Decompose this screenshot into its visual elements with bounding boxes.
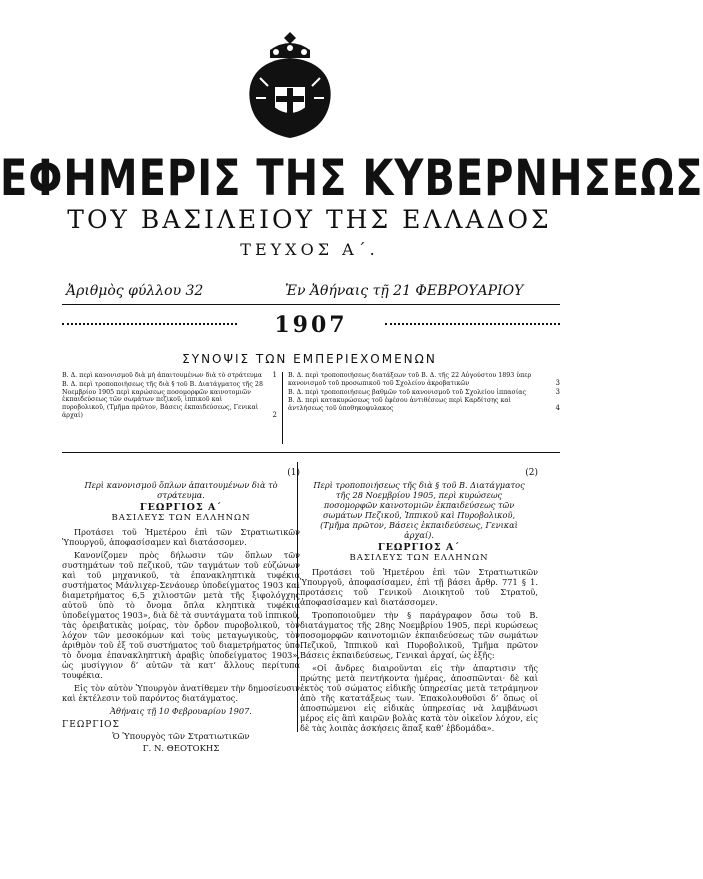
- summary-bottom-divider: [62, 452, 560, 453]
- royal-signature: ΓΕΩΡΓΙΟΣ: [62, 720, 120, 730]
- king-title: ΒΑΣΙΛΕΥΣ ΤΩΝ ΕΛΛΗΝΩΝ: [349, 553, 489, 563]
- summary-item-page: 4: [555, 404, 560, 413]
- summary-item-text: Β. Δ. περὶ κατακυρώσεως τοῦ ἐφέσου ἀντιθέσεως περὶ Καρδίτσης καὶ ἀντλήσεως τοῦ ὑποθηκοφυλακος: [288, 397, 512, 413]
- decree-paragraph: Προτάσει τοῦ Ἡμετέρου ἐπὶ τῶν Στρατιωτικῶν Ὑπουργοῦ, ἀποφασίσαμεν, ἐπὶ τῇ βάσει ἄρθρ. 771 § 1. προτάσεις τοῦ Γενικοῦ Διοικητοῦ τοῦ Στρατοῦ, ἀποφασίσαμεν καὶ διατάσσομεν.: [300, 567, 538, 607]
- issue-year-wrap: [62, 312, 560, 338]
- gazette-title: ΕΦΗΜΕΡΙΣ ΤΗΣ ΚΥΒΕΡΝΗΣΕΩΣ: [0, 150, 703, 208]
- decree-2-column: [300, 468, 538, 736]
- summary-item: [62, 372, 277, 380]
- royal-coat-of-arms-emblem: [240, 28, 340, 140]
- decree-subject: Περὶ τροποποιήσεως τῆς διὰ § τοῦ Β. Διατάγματος τῆς 28 Νοεμβρίου 1905, περὶ κυρώσεως ποσομορφῶν καινοτομιῶν ἐκπαιδεύσεως τῶν σωμάτων Πεζικοῦ, Ἱππικοῦ καὶ Πυροβολικοῦ, (Τμῆμα πρῶτον, Βάσεις ἐκπαιδεύσεως, Γενικαὶ ἀρχαί).: [313, 480, 525, 540]
- decree-paragraph: Εἰς τὸν αὐτὸν Ὑπουργὸν ἀνατίθεμεν τὴν δημοσίευσιν καὶ ἐκτέλεσιν τοῦ παρόντος διατάγματος.: [62, 683, 300, 703]
- summary-item-text: Β. Δ. περὶ τροποποιήσεως διατάξεων τοῦ Β. Δ. τῆς 22 Αὐγούστου 1893 ὑπερ κανονισμοῦ τοῦ προσωπικοῦ τοῦ Σχολείου ἀκροβατικῶν: [288, 372, 532, 387]
- decree-number: (1): [287, 468, 300, 478]
- summary-table: [62, 372, 560, 450]
- minister-title: Ὁ Ὑπουργὸς τῶν Στρατιωτικῶν: [112, 732, 250, 742]
- gazette-subtitle: ΤΟΥ ΒΑΣΙΛΕΙΟΥ ΤΗΣ ΕΛΛΑΔΟΣ: [67, 205, 552, 234]
- summary-item-text: Β. Δ. περὶ κανονισμοῦ διὰ μὴ ἀπαιτουμένων διὰ τὸ στράτευμα: [62, 372, 263, 379]
- summary-left-column: [62, 372, 277, 421]
- summary-item: [288, 397, 560, 413]
- king-name: ΓΕΩΡΓΙΟΣ Α΄: [377, 542, 461, 553]
- issue-date: Ἐν Ἀθήναις τῇ 21 ΦΕΒΡΟΥΑΡΙΟΥ: [285, 283, 524, 299]
- decree-paragraph: Προτάσει τοῦ Ἡμετέρου ἐπὶ τῶν Στρατιωτικῶν Ὑπουργοῦ, ἀποφασίσαμεν καὶ διατάσσομεν.: [62, 527, 300, 547]
- decree-paragraph: «Οἱ ἄνδρες διαιροῦνται εἰς τὴν ἀπαρτισιν τῆς πρώτης μετὰ πεντήκοντα ἡμέρας, ἀποσπῶνται· δὲ καὶ ἐκτὸς τοῦ σώματος εἰδικῆς ὑπηρεσίας μετὰ τετράμηνον ἀπὸ τῆς κατατάξεως των. Ἐπακολουθοῦσι δ’ ὅπως οἱ ἀποσπώμενοι εἰς εἰδικὰς ὑπηρεσίας νὰ λαμβάνωσι μέρος εἰς ἃπὶ καιρῶν βολὰς κατὰ τὸν οἰκεῖον λόχον, εἰς δὲ τὰς λοιπὰς ἀσκήσεις ἅπαξ καθ’ ἑβδομάδα».: [300, 663, 538, 733]
- summary-item: [288, 389, 560, 397]
- summary-title: ΣΥΝΟΨΙΣ ΤΩΝ ΕΜΠΕΡΙΕΧΟΜΕΝΩΝ: [182, 352, 437, 366]
- top-divider: [62, 304, 560, 305]
- summary-divider: [282, 372, 283, 444]
- king-title: ΒΑΣΙΛΕΥΣ ΤΩΝ ΕΛΛΗΝΩΝ: [111, 513, 251, 523]
- year-banner: [62, 312, 560, 338]
- summary-item-page: 1: [272, 371, 277, 379]
- minister-name: Γ. Ν. ΘΕΟΤΟΚΗΣ: [142, 744, 220, 754]
- decree-subject: Περὶ κανονισμοῦ ὅπλων ἀπαιτουμένων διὰ τὸ στράτευμα.: [84, 480, 278, 500]
- sheet-number: Ἀριθμὸς φύλλου 32: [66, 283, 204, 299]
- summary-right-column: [288, 372, 560, 414]
- summary-item-page: 3: [555, 378, 560, 387]
- issue-year: 1907: [266, 312, 355, 338]
- summary-item-page: 3: [555, 387, 560, 396]
- king-name: ΓΕΩΡΓΙΟΣ Α΄: [139, 502, 223, 513]
- issue-type: ΤΕΥΧΟΣ Α΄.: [240, 240, 379, 259]
- decree-number: (2): [525, 468, 538, 478]
- decree-1-column: [62, 468, 300, 754]
- summary-item: [62, 381, 277, 420]
- summary-item-page: 2: [272, 410, 277, 419]
- decree-signed-date: Ἀθήναις τῇ 10 Φεβρουαρίου 1907.: [110, 706, 252, 716]
- summary-item-text: Β. Δ. περὶ τροποποιήσεως βαθμῶν τοῦ κανονισμοῦ τοῦ Σχολείου ἱππασίας: [288, 388, 527, 396]
- decree-paragraph: Κανονίζομεν πρὸς δήλωσιν τῶν ὅπλων τῶν συστημάτων τοῦ πεζικοῦ, τῶν ταγμάτων τοῦ εὐζώνων καὶ τοῦ μηχανικοῦ, τὰ ἐπανακληπτικὰ τυφέκια συστήματος Μάνλιχερ-Σενάουερ ὑποδείγματος 1903 καὶ διαμετρήματος 6,5 χιλιοστῶν μετὰ τῆς ξιφολόγχης αὐτοῦ ὑπὸ τὸ ὄνομα ὅπλα κληπτικὰ τυφέκια ὑποδείγματος 1903», διὰ δὲ τὰ συντάγματα τοῦ ἱππικοῦ, τὰς ὀρειβατικὰς μοίρας, τὸν ὄρδον πυροβολικοῦ, τὸν λόχον τῶν μεσοκόμων καὶ τοὺς μεταγωγικοὺς, τὸν ἀριθμὸν τοῦ ἐξ τοῦ συστήματος τοῦ διαμετρήματος ὑπὸ τὸ ὄνομα ἐπανακληπτικὴ ἀραβὶς ὑποδείγματος 1903», ὡς μυσίγγιον δ’ αὐτῶν τὰ κατ’ ἄλλους περίτυπα τουφέκια.: [62, 550, 300, 680]
- summary-item-text: Β. Δ. περὶ τροποποιήσεως τῆς διὰ § τοῦ Β. Διατάγματος τῆς 28 Νοεμβρίου 1905 περὶ καρώσεως ποσομορφῶν καινοτομιῶν ἐκπαιδεύσεως τῶν σωμάτων πεζικοῦ, ἱππικοῦ καὶ πυροβολικοῦ, (Τμῆμα πρῶτον, Βάσεις ἐκπαιδεύσεως, Γενικαὶ ἀρχαί): [62, 380, 263, 419]
- summary-item: [288, 372, 560, 388]
- decree-paragraph: Τροποποιοῦμεν τὴν § παράγραφον ὅσω τοῦ Β. διατάγματος τῆς 28ης Νοεμβρίου 1905, περὶ κυρώσεως ποσομορφῶν καινοτομιῶν ἐκπαιδεύσεως τῶν σωμάτων Πεζικοῦ, Ἱππικοῦ καὶ Πυροβολικοῦ, Τμῆμα πρῶτον Βάσεις ἐκπαιδεύσεως, Γενικαὶ ἀρχαί, ὡς ἑξῆς:: [300, 610, 538, 660]
